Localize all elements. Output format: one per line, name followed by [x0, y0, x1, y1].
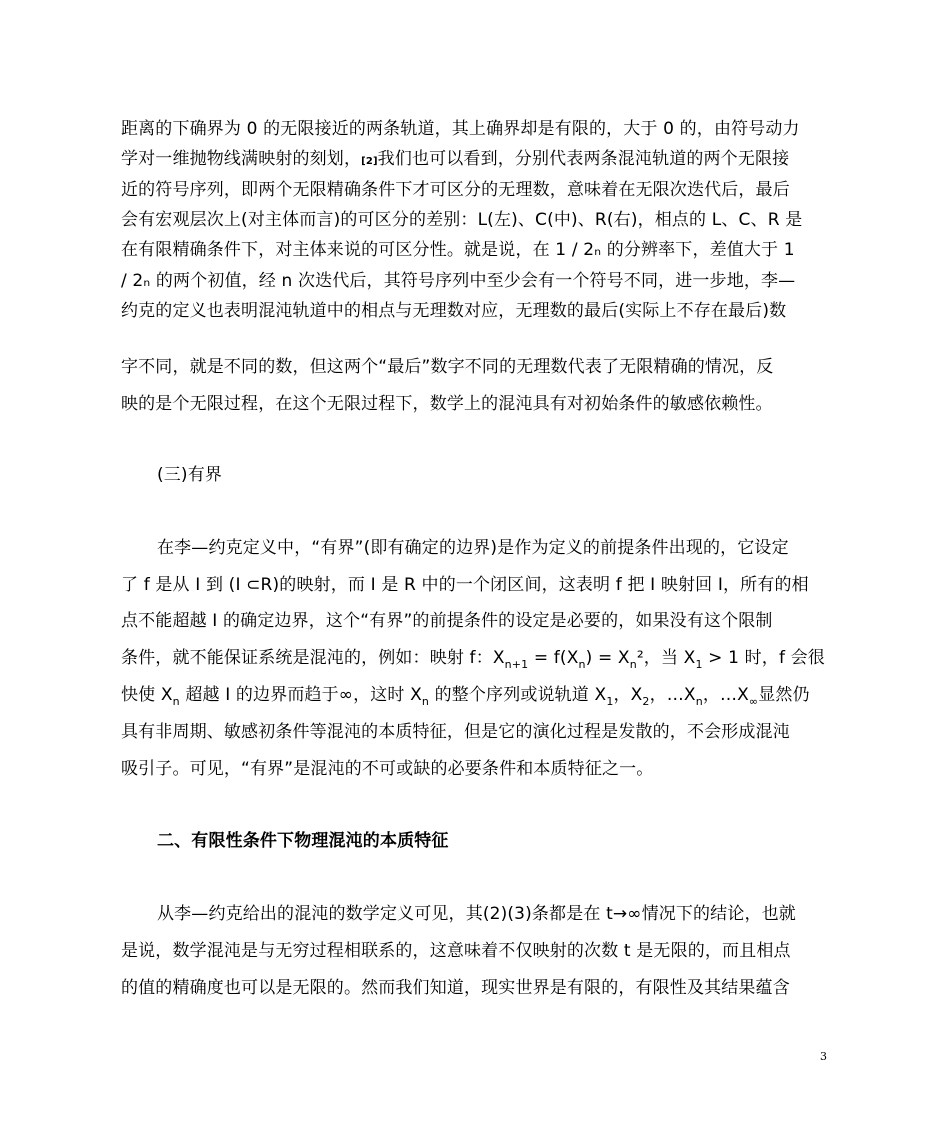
text-run: 显然仍 [758, 685, 810, 705]
paragraph-line: 吸引子。可见，“有界”是混沌的不可或缺的必要条件和本质特征之一。 [121, 759, 654, 779]
paragraph-line: 了 f 是从 I 到 (I ⊂R)的映射，而 I 是 R 中的一个闭区间，这表明 f 把 I 映射回 I，所有的相 [121, 575, 809, 595]
paragraph-line: 在有限精确条件下，对主体来说的可区分性。就是说，在 1 / 2ₙ 的分辨率下，差值大于 1 [121, 240, 795, 260]
subscript: n [629, 658, 637, 671]
text-run: 的整个序列或说轨道 X [429, 685, 607, 705]
paragraph-line: 约克的定义也表明混沌轨道中的相点与无理数对应，无理数的最后(实际上不存在最后)数 [121, 301, 787, 321]
paragraph-line [121, 144, 841, 177]
subscript: 1 [695, 658, 703, 671]
text-run: ) = X [585, 648, 630, 668]
text-run: ，…X [702, 685, 749, 705]
subscript: ∞ [748, 695, 759, 708]
subscript: 1 [606, 695, 614, 708]
subscript: n [172, 695, 180, 708]
paragraph-line: 具有非周期、敏感初条件等混沌的本质特征，但是它的演化过程是发散的，不会形成混沌 [121, 722, 790, 742]
paragraph-line [121, 680, 841, 717]
paragraph-line: 点不能超越 I 的确定边界，这个“有界”的前提条件的设定是必要的，如果没有这个限制 [121, 611, 773, 631]
paragraph-line: 会有宏观层次上(对主体而言)的可区分的差别：L(左)、C(中)、R(右)，相点的 L、C、R 是 [121, 210, 803, 230]
paragraph-line: / 2ₙ 的两个初值，经 n 次迭代后，其符号序列中至少会有一个符号不同，进一步地，李— [121, 271, 796, 291]
text-run: > 1 时，f 会很 [702, 648, 825, 668]
paragraph-line: 近的符号序列，即两个无限精确条件下才可区分的无理数，意味着在无限次迭代后，最后 [121, 180, 790, 200]
paragraph-line: 距离的下确界为 0 的无限接近的两条轨道，其上确界却是有限的，大于 0 的，由符号动力 [121, 119, 800, 139]
text-run: 我们也可以看到，分别代表两条混沌轨道的两个无限接 [377, 149, 790, 169]
text-run: ²，当 X [636, 648, 696, 668]
subscript: 2 [642, 695, 650, 708]
paragraph-line: 映的是个无限过程，在这个无限过程下，数学上的混沌具有对初始条件的敏感依赖性。 [121, 394, 773, 414]
subscript: n [578, 658, 586, 671]
page-number: 3 [820, 1050, 827, 1063]
paragraph-line: 是说，数学混沌是与无穷过程相联系的，这意味着不仅映射的次数 t 是无限的，而且相点 [121, 941, 791, 961]
paragraph-line [121, 643, 841, 680]
text-run: = f(X [528, 648, 579, 668]
text-run: 学对一维抛物线满映射的刻划， [121, 149, 362, 169]
paragraph-line: 在李—约克定义中，“有界”(即有确定的边界)是作为定义的前提条件出现的，它设定 [157, 538, 789, 558]
text-run: 超越 I 的边界而趋于∞，这时 X [179, 685, 422, 705]
subscript: n [695, 695, 703, 708]
section-subtitle: (三)有界 [157, 465, 223, 485]
paragraph-line: 从李—约克给出的混沌的数学定义可见，其(2)(3)条都是在 t→∞情况下的结论，也就 [157, 904, 796, 924]
subscript: n+1 [504, 658, 529, 671]
text-run: ，…X [649, 685, 696, 705]
paragraph-line: 字不同，就是不同的数，但这两个“最后”数字不同的无理数代表了无限精确的情况，反 [121, 357, 774, 377]
paragraph-line: 的值的精确度也可以是无限的。然而我们知道，现实世界是有限的，有限性及其结果蕴含 [121, 978, 790, 998]
subscript: n [421, 695, 430, 708]
section-heading: 二、有限性条件下物理混沌的本质特征 [157, 831, 449, 851]
text-run: 快使 X [121, 685, 173, 705]
citation-marker: [2] [361, 156, 378, 167]
text-run: 条件，就不能保证系统是混沌的，例如：映射 f：X [121, 648, 505, 668]
text-run: ，X [613, 685, 643, 705]
